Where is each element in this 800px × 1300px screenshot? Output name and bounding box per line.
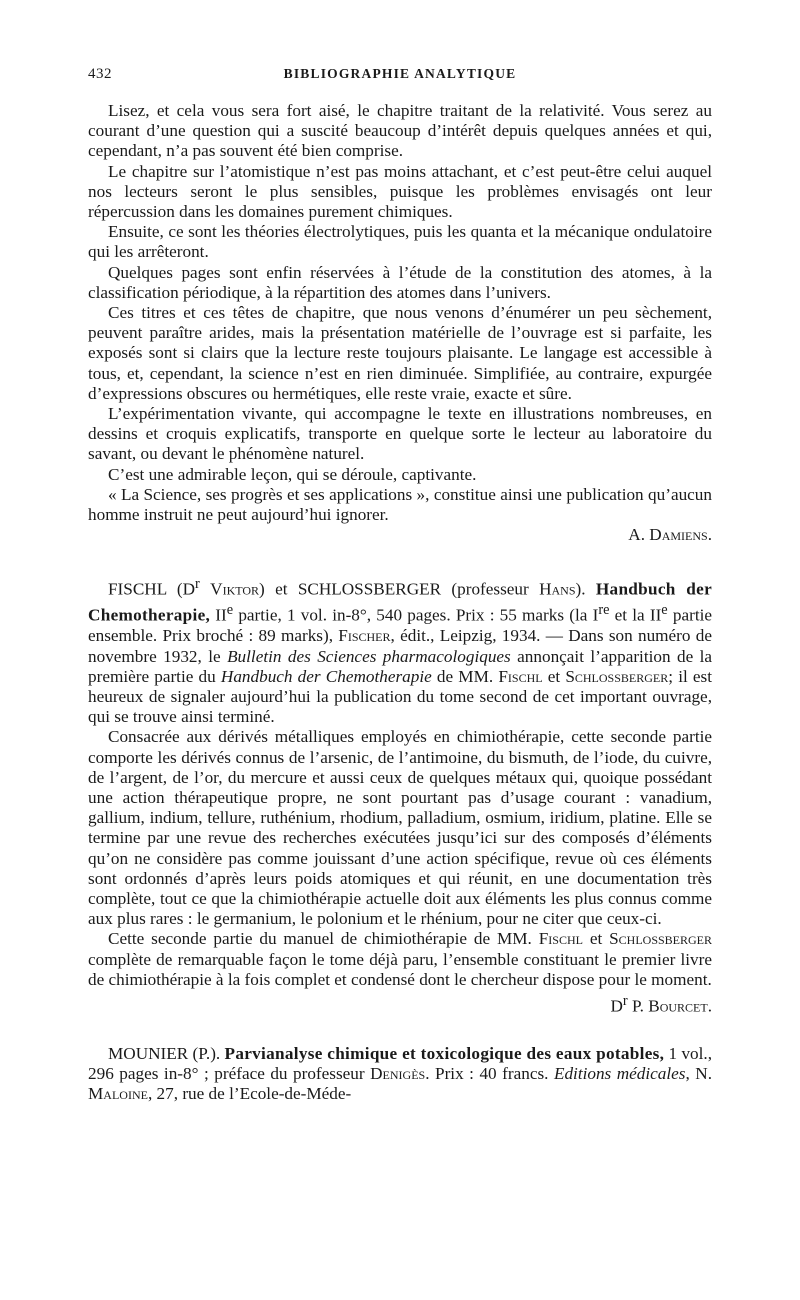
- paragraph: L’expérimentation vivante, qui accompagne le texte en illustrations nombreuses, en dessins et croquis explicatifs, transporte en quelque sorte le lecteur au laboratoire du savant, ou devant le phénomène naturel.: [88, 404, 712, 464]
- page-number: 432: [88, 66, 112, 82]
- review-1: [88, 101, 712, 545]
- page-header: [88, 64, 712, 86]
- book-title: Handbuch der Chemotherapie,: [88, 580, 713, 626]
- reviewer-signature: A. Damiens.: [628, 525, 712, 545]
- bibliographic-entry: MOUNIER (P.). Parvianalyse chimique et toxicologique des eaux potables, 1 vol., 296 pages in-8° ; préface du professeur Denigès. Prix : 40 francs. Editions médicales, N. Maloine, 27, rue de l’Ecole-de-Méde-: [88, 1043, 713, 1104]
- paragraph: « La Science, ses progrès et ses applications », constitue ainsi une publication qu’aucun homme instruit ne peut aujourd’hui ignorer.: [88, 484, 712, 525]
- paragraph: Lisez, et cela vous sera fort aisé, le chapitre traitant de la relativité. Vous serez au courant d’une question qui a suscité beaucoup d’intérêt depuis quelques années et qui, cependant, n’a pas souvent été bien comprise.: [88, 101, 712, 161]
- bibliographic-entry: FISCHL ($D^r$ Viktor) et SCHLOSSBERGER (professeur Hans). Handbuch der Chemotherapie, IIe partie, 1 vol. in-8°, 540 pages. Prix : 55 marks (la Ire et la IIe partie ensemble. Prix broché : 89 marks), Fischer, édit., Leipzig, 1934. — Dans son numéro de novembre 1932, le Bulletin des Sciences pharmacologiques annonçait l’apparition de la première partie du Handbuch der Chemotherapie de MM. Fischl et Schlossberger; il est heureux de signaler aujourd’hui la publication du tome second de cet important ouvrage, qui se trouve ainsi terminé.: [88, 576, 713, 727]
- paragraph: Le chapitre sur l’atomistique n’est pas moins attachant, et c’est peut-être celui auquel nos lecteurs seront le plus sensibles, puisque les problèmes envisagés ont leur répercussion dans les domaines purement chimiques.: [88, 161, 712, 222]
- review-2: [88, 574, 712, 1016]
- reviewer-signature: $D^r$ P. Bourcet.: [610, 993, 712, 1016]
- running-title: BIBLIOGRAPHIE ANALYTIQUE: [283, 66, 517, 81]
- authors: FISCHL (D: [108, 580, 196, 600]
- paragraph: Ces titres et ces têtes de chapitre, que nous venons d’énumérer un peu sèchement, peuvent paraître arides, mais la présentation matérielle de l’ouvrage est si parfaite, les exposés sont si clairs que la lecture reste toujours plaisante. Le langage est accessible à tous, et, cependant, la science n’est en rien diminuée. Simplifiée, au contraire, expurgée d’expressions obscures ou hermétiques, elle reste vraie, exacte et sûre.: [88, 303, 712, 403]
- paragraph: Ensuite, ce sont les théories électrolytiques, puis les quanta et la mécanique ondulatoire qui les arrêteront.: [88, 222, 712, 262]
- page-body: [88, 101, 712, 1105]
- book-title: Parvianalyse chimique et toxicologique des eaux potables,: [224, 1043, 665, 1063]
- authors: MOUNIER (P.).: [108, 1043, 221, 1063]
- review-3: [88, 1044, 712, 1105]
- paragraph: Quelques pages sont enfin réservées à l’étude de la constitution des atomes, à la classification périodique, à la répartition des atomes dans l’univers.: [88, 262, 712, 302]
- paragraph: Consacrée aux dérivés métalliques employés en chimiothérapie, cette seconde partie comporte les dérivés connus de l’arsenic, de l’antimoine, du bismuth, de l’iode, du cuivre, de l’argent, de l’or, du mercure et aussi ceux de quelques métaux qui, quoique possédant une action thérapeutique propre, ne sont pourtant pas d’usage courant : vanadium, gallium, indium, tellure, ruthénium, rhodium, palladium, osmium, iridium, platine. Elle se termine par une revue des recherches exécutées jusqu’ici sur des composés d’éléments qu’on ne considère pas comme jouissant d’une action spécifique, revue où ces éléments sont ordonnés d’après leurs poids atomiques et qui réunit, en une documentation très complète, tout ce que la chimiothérapie actuelle doit aux éléments les plus connus comme aux plus rares : le germanium, le polonium et le rhénium, pour ne citer que ceux-ci.: [88, 727, 712, 929]
- paragraph: C’est une admirable leçon, qui se déroule, captivante.: [108, 464, 477, 484]
- paragraph: Cette seconde partie du manuel de chimiothérapie de MM. Fischl et Schlossberger complète de remarquable façon le tome déjà paru, l’ensemble constituant le premier livre de chimiothérapie à la fois complet et condensé dont le chercheur dispose pour le moment.: [88, 929, 713, 989]
